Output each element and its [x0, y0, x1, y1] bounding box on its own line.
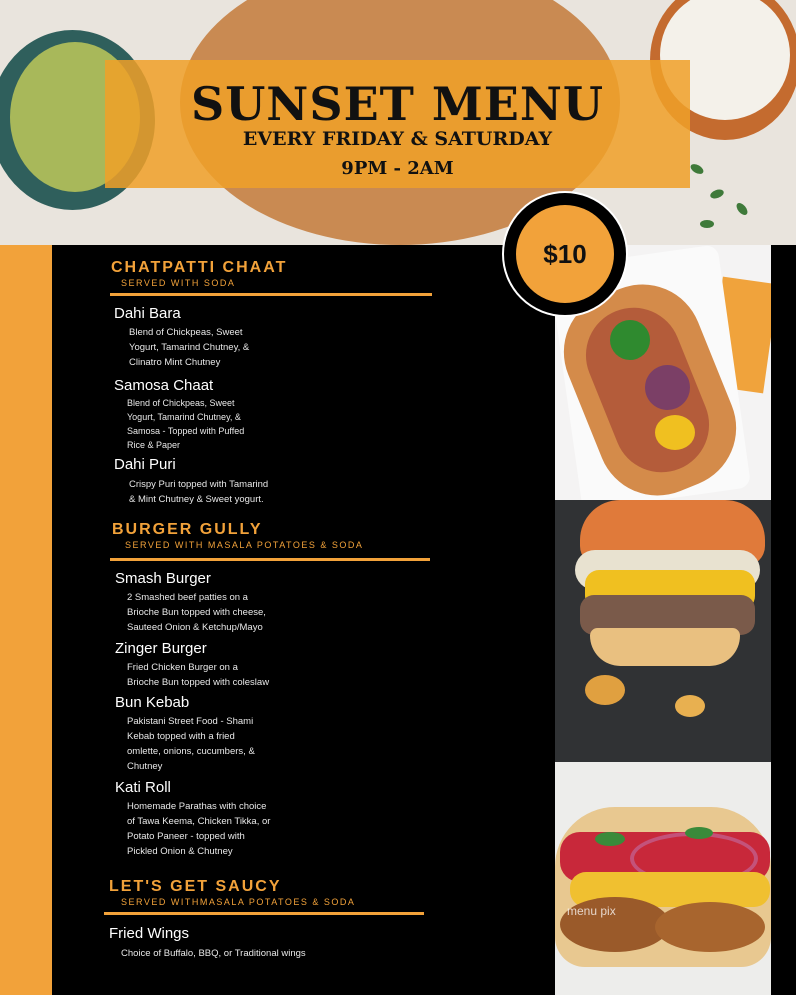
price-badge: [502, 191, 628, 317]
section-subtitle: SERVED WITH SODA: [121, 278, 236, 288]
menu-item-name: Dahi Bara: [114, 305, 181, 322]
menu-item-desc: 2 Smashed beef patties on a Brioche Bun topped with cheese, Sauteed Onion & Ketchup/Mayo: [127, 592, 266, 633]
menu-item-desc: Homemade Parathas with choice of Tawa Keema, Chicken Tikka, or Potato Paneer - topped with Pickled Onion & Chutney: [127, 801, 271, 857]
menu-title: SUNSET MENU: [190, 77, 605, 131]
section-subtitle: SERVED WITH MASALA POTATOES & SODA: [125, 540, 364, 550]
menu-item-name: Zinger Burger: [115, 640, 207, 657]
menu-item-desc: Blend of Chickpeas, Sweet Yogurt, Tamarind Chutney, & Clinatro Mint Chutney: [129, 327, 250, 368]
watermark: menu pix: [567, 904, 616, 918]
menu-item-name: Fried Wings: [109, 925, 190, 942]
menu-item-name: Bun Kebab: [115, 694, 190, 711]
section-subtitle: SERVED WITHMASALA POTATOES & SODA: [121, 897, 356, 907]
menu-item-name: Smash Burger: [115, 570, 211, 587]
menu-item-desc: Blend of Chickpeas, Sweet Yogurt, Tamarind Chutney, & Samosa - Topped with Puffed Rice & Paper: [127, 398, 245, 450]
section-title: CHATPATTI CHAAT: [111, 259, 288, 276]
menu-hours: 9PM - 2AM: [341, 158, 454, 179]
menu-item-desc: Choice of Buffalo, BBQ, or Traditional wings: [121, 948, 306, 959]
menu-item-desc: Pakistani Street Food - Shami Kebab topped with a fried omlette, onions, cucumbers, & Chutney: [127, 716, 255, 772]
herb-garnish: [689, 162, 705, 176]
section-divider: [110, 558, 430, 561]
section-divider: [104, 912, 424, 915]
herb-garnish: [709, 188, 725, 200]
menu-item-desc: Fried Chicken Burger on a Brioche Bun topped with coleslaw: [127, 662, 270, 688]
herb-garnish: [734, 201, 749, 217]
accent-stripe: [0, 245, 52, 995]
title-banner: [105, 60, 690, 188]
menu-item-name: Kati Roll: [115, 779, 171, 796]
menu-item-name: Dahi Puri: [114, 456, 176, 473]
herb-garnish: [700, 220, 714, 228]
section-divider: [110, 293, 432, 296]
menu-item-name: Samosa Chaat: [114, 377, 214, 394]
menu-item-desc: Crispy Puri topped with Tamarind & Mint Chutney & Sweet yogurt.: [129, 479, 269, 505]
right-border: [771, 245, 796, 995]
menu-days: EVERY FRIDAY & SATURDAY: [242, 128, 553, 150]
section-title: BURGER GULLY: [112, 521, 263, 538]
section-title: LET'S GET SAUCY: [109, 878, 282, 895]
bun-kebab-photo: [555, 762, 771, 995]
burger-photo: [555, 500, 771, 762]
price-value: $10: [516, 205, 614, 303]
